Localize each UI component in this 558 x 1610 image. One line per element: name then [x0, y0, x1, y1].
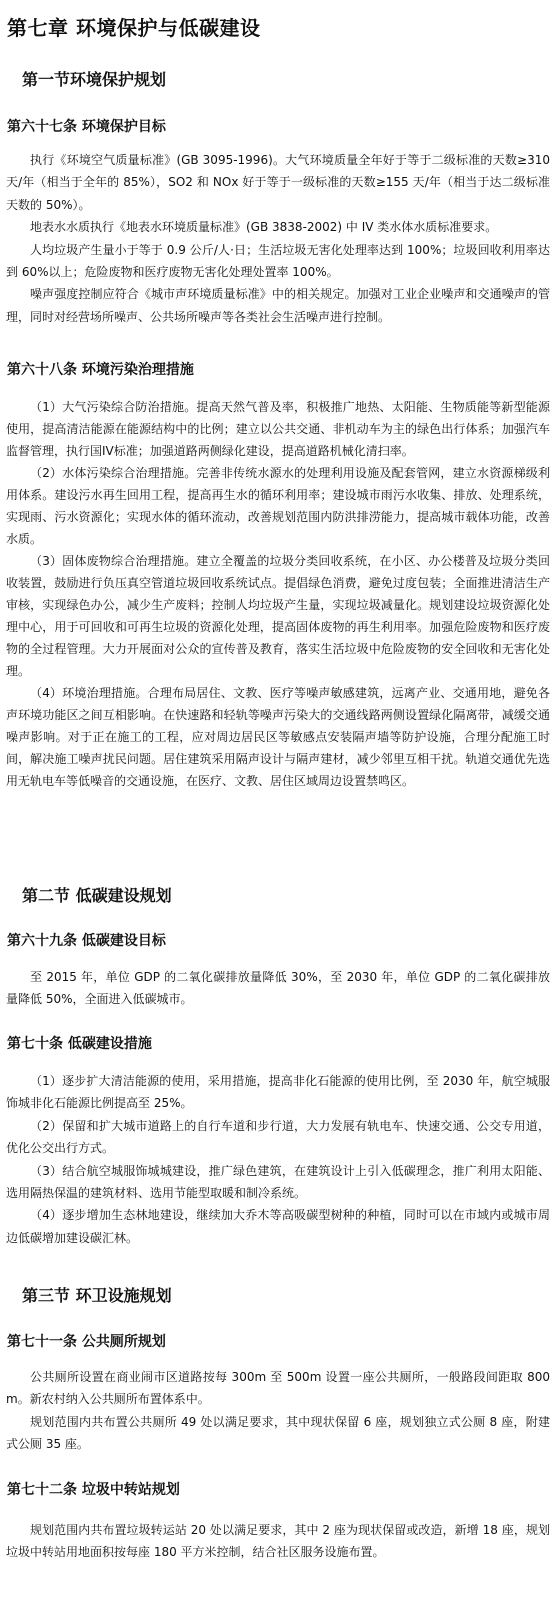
article-body-71: [6, 1366, 550, 1456]
article-body-67: [6, 149, 550, 328]
section-title-2: 第二节 低碳建设规划: [22, 886, 172, 905]
paragraph: （1）大气污染综合防治措施。提高天然气普及率，积极推广地热、太阳能、生物质能等新型能源使用，提高清洁能源在能源结构中的比例；建立以公共交通、非机动车为主的绿色出行体系；加强汽车监督管理，执行国IV标准；加强道路两侧绿化建设，提高道路机械化清扫率。: [6, 400, 550, 458]
paragraph: （2）保留和扩大城市道路上的自行车道和步行道，大力发展有轨电车、快速交通、公交专用道，优化公交出行方式。: [6, 1118, 550, 1156]
article-title-71: 第七十一条 公共厕所规划: [7, 1334, 166, 1350]
paragraph: 执行《环境空气质量标准》(GB 3095-1996)。大气环境质量全年好于等于二级标准的天数≥310 天/年（相当于全年的 85%），SO2 和 NOx 好于等于一级标准的天数≥155 天/年（相当于达二级标准天数的 50%）。: [6, 153, 550, 212]
paragraph: 公共厕所设置在商业闹市区道路按每 300m 至 500m 设置一座公共厕所，一般路段间距取 800m。新农村纳入公共厕所布置体系中。: [6, 1370, 550, 1407]
paragraph: 噪声强度控制应符合《城市声环境质量标准》中的相关规定。加强对工业企业噪声和交通噪声的管理，同时对经营场所噪声、公共场所噪声等各类社会生活噪声进行控制。: [6, 287, 550, 324]
article-title-68: 第六十八条 环境污染治理措施: [7, 362, 194, 378]
paragraph: 规划范围内共布置垃圾转运站 20 处以满足要求，其中 2 座为现状保留或改造，新增 18 座，规划垃圾中转站用地面积按每座 180 平方米控制，结合社区服务设施布置。: [6, 1523, 550, 1560]
paragraph: （2）水体污染综合治理措施。完善非传统水源水的处理利用设施及配套管网，建立水资源梯级利用体系。建设污水再生回用工程，提高再生水的循环利用率；建设城市雨污水收集、排放、处理系统，实现雨、污水资源化；实现水体的循环流动，改善规划范围内防洪排涝能力，提高城市载体功能，改善水质。: [6, 466, 550, 546]
article-title-69: 第六十九条 低碳建设目标: [7, 933, 166, 949]
article-title-72: 第七十二条 垃圾中转站规划: [7, 1482, 180, 1498]
paragraph: 规划范围内共布置公共厕所 49 处以满足要求，其中现状保留 6 座，规划独立式公厕 8 座，附建式公厕 35 座。: [6, 1414, 550, 1452]
paragraph: （3）结合航空城服饰城城建设，推广绿色建筑，在建筑设计上引入低碳理念，推广利用太阳能、选用隔热保温的建筑材料、选用节能型取暖和制冷系统。: [6, 1163, 550, 1201]
article-title-67: 第六十七条 环境保护目标: [7, 119, 166, 135]
article-body-72: [6, 1519, 550, 1564]
article-body-68: [6, 396, 550, 792]
paragraph: （4）环境治理措施。合理布局居住、文教、医疗等噪声敏感建筑，远离产业、交通用地，避免各声环境功能区之间互相影响。在快速路和轻轨等噪声污染大的交通线路两侧设置绿化隔离带，减缓交通噪声影响。对于正在施工的工程，应对周边居民区等敏感点安装隔声墙等防护设施，合理分配施工时间，解决施工噪声扰民问题。居住建筑采用隔声设计与隔声建材，减少邻里互相干扰。轨道交通优先选用无轨电车等低噪音的交通设施，在医疗、文教、居住区域周边设置禁鸣区。: [6, 686, 550, 788]
paragraph: 地表水水质执行《地表水环境质量标准》(GB 3838-2002) 中 IV 类水体水质标准要求。: [30, 220, 498, 235]
article-body-69: [6, 966, 550, 1011]
paragraph: 至 2015 年，单位 GDP 的二氧化碳排放量降低 30%，至 2030 年，单位 GDP 的二氧化碳排放量降低 50%，全面进入低碳城市。: [6, 970, 550, 1007]
article-body-70: [6, 1070, 550, 1249]
paragraph: （4）逐步增加生态林地建设，继续加大乔木等高吸碳型树种的种植，同时可以在市域内或城市周边低碳增加建设碳汇林。: [6, 1208, 550, 1245]
paragraph: （1）逐步扩大清洁能源的使用，采用措施，提高非化石能源的使用比例，至 2030 年，航空城服饰城非化石能源比例提高至 25%。: [6, 1074, 550, 1111]
paragraph: 人均垃圾产生量小于等于 0.9 公斤/人·日；生活垃圾无害化处理率达到 100%；垃圾回收利用率达到 60%以上；危险废物和医疗废物无害化处理处置率 100%。: [6, 242, 550, 280]
section-title-3: 第三节 环卫设施规划: [22, 1286, 172, 1305]
paragraph: （3）固体废物综合治理措施。建立全覆盖的垃圾分类回收系统，在小区、办公楼普及垃圾分类回收装置，鼓励进行负压真空管道垃圾回收系统试点。提倡绿色消费，避免过度包装；全面推进清洁生产审核，实现绿色办公，减少生产废料；控制人均垃圾产生量，实现垃圾减量化。规划建设垃圾资源化处理中心，用于可回收和可再生垃圾的资源化处理，提高固体废物的再生利用率。加强危险废物和医疗废物的全过程管理。大力开展面对公众的宣传普及教育，落实生活垃圾中危险废物的安全回收和无害化处理。: [6, 554, 550, 678]
chapter-title: 第七章 环境保护与低碳建设: [7, 16, 261, 40]
section-title-1: 第一节环境保护规划: [22, 70, 167, 89]
article-title-70: 第七十条 低碳建设措施: [7, 1036, 152, 1052]
